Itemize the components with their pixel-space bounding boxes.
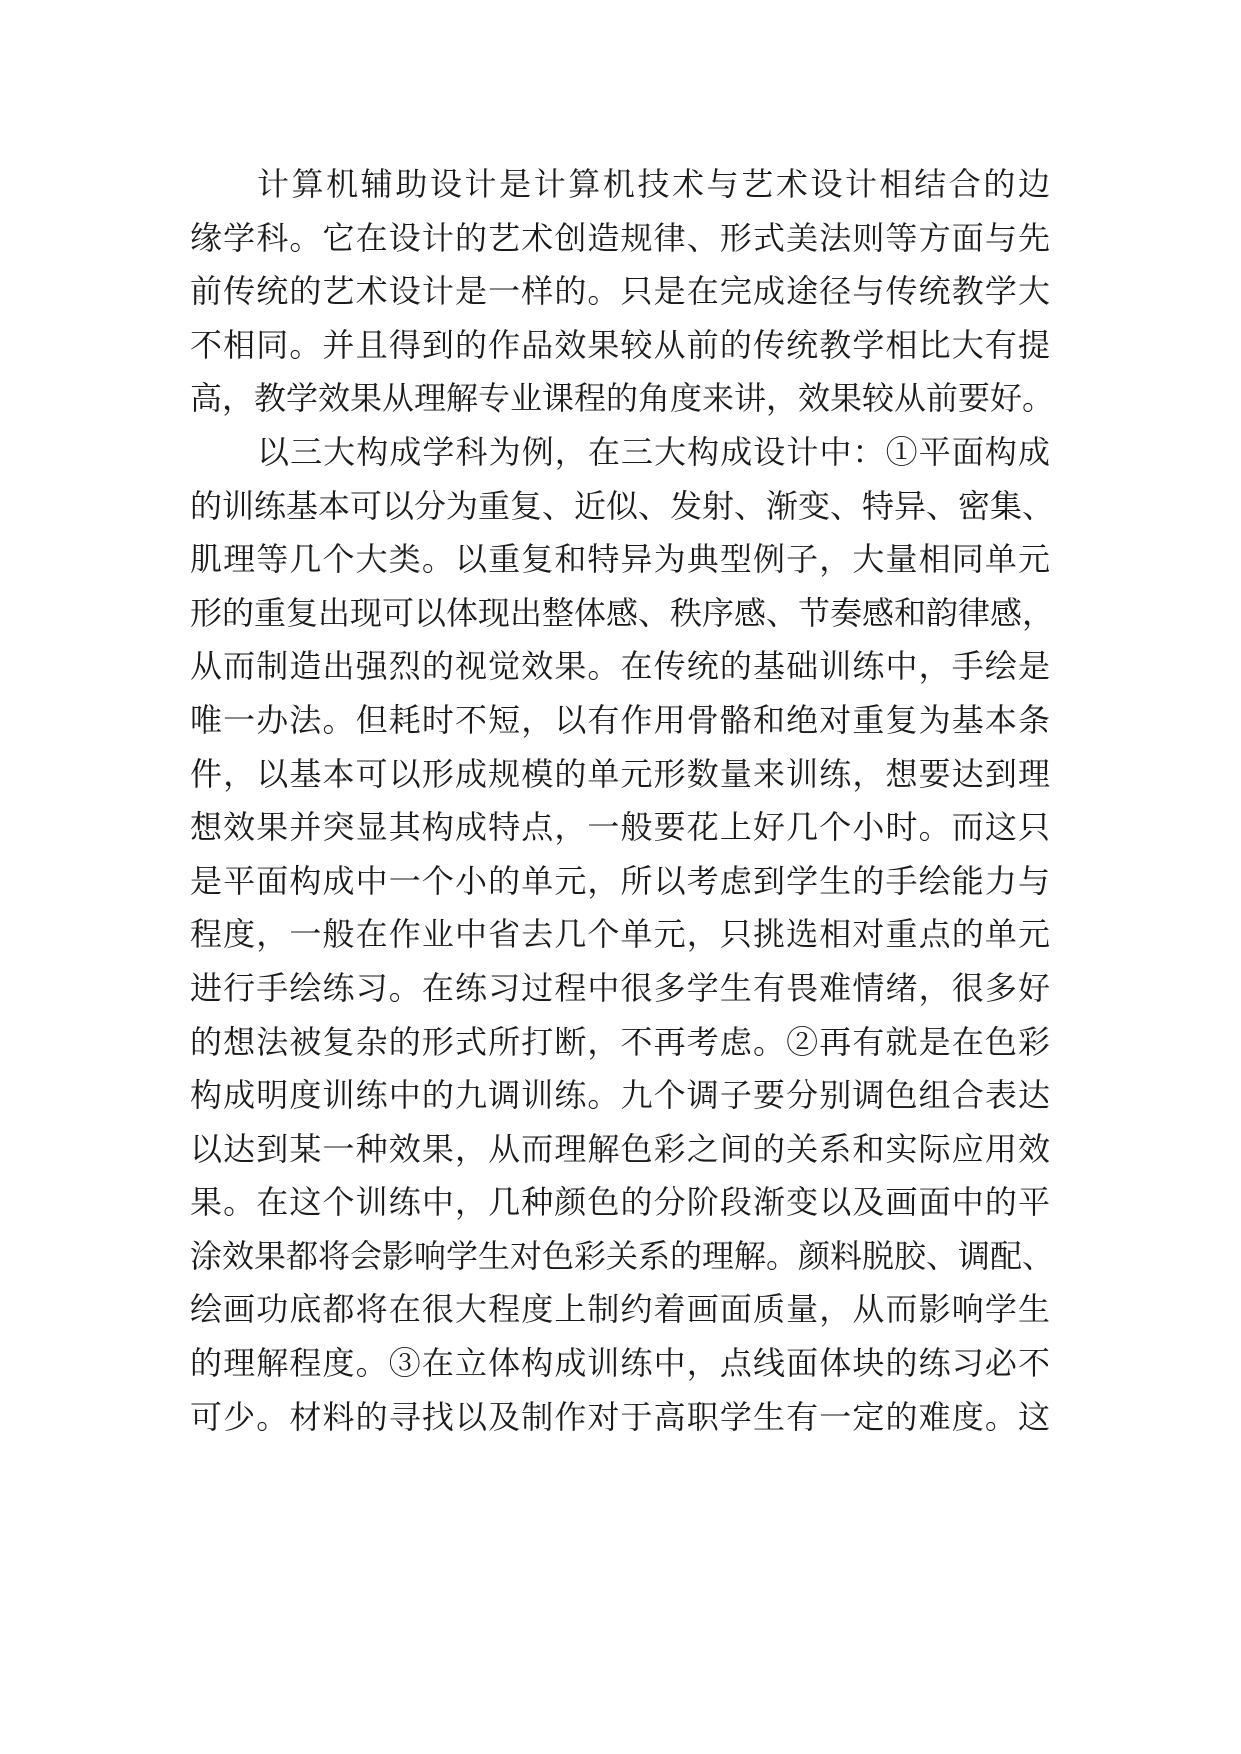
- text-line: 果。在这个训练中，几种颜色的分阶段渐变以及画面中的平: [190, 1183, 1050, 1222]
- text-line: 形的重复出现可以体现出整体感、秩序感、节奏感和韵律感，: [190, 593, 1055, 632]
- text-line: 的理解程度。③在立体构成训练中，点线面体块的练习必不: [190, 1344, 1050, 1383]
- text-line: 高，教学效果从理解专业课程的角度来讲，效果较从前要好。: [190, 379, 1055, 418]
- text-line: 以三大构成学科为例，在三大构成设计中：①平面构成: [257, 432, 1050, 471]
- text-line: 绘画功底都将在很大程度上制约着画面质量，从而影响学生: [190, 1290, 1050, 1329]
- text-line: 肌理等几个大类。以重复和特异为典型例子，大量相同单元: [190, 540, 1050, 579]
- text-line: 涂效果都将会影响学生对色彩关系的理解。颜料脱胶、调配、: [190, 1236, 1055, 1275]
- paragraph-2: [190, 426, 1055, 1444]
- text-line: 从而制造出强烈的视觉效果。在传统的基础训练中，手绘是: [190, 647, 1050, 686]
- text-line: 不相同。并且得到的作品效果较从前的传统教学相比大有提: [190, 325, 1050, 364]
- text-line: 程度，一般在作业中省去几个单元，只挑选相对重点的单元: [190, 915, 1050, 954]
- paragraph-1: [190, 158, 1055, 426]
- body-text: [190, 158, 1055, 1444]
- text-line: 以达到某一种效果，从而理解色彩之间的关系和实际应用效: [190, 1129, 1050, 1168]
- text-line: 前传统的艺术设计是一样的。只是在完成途径与传统教学大: [190, 272, 1050, 311]
- text-line: 进行手绘练习。在练习过程中很多学生有畏难情绪，很多好: [190, 968, 1050, 1007]
- text-line: 缘学科。它在设计的艺术创造规律、形式美法则等方面与先: [190, 218, 1050, 257]
- text-line: 件，以基本可以形成规模的单元形数量来训练，想要达到理: [190, 754, 1050, 793]
- text-line: 计算机辅助设计是计算机技术与艺术设计相结合的边: [257, 165, 1050, 203]
- text-line: 的想法被复杂的形式所打断，不再考虑。②再有就是在色彩: [190, 1022, 1050, 1061]
- text-line: 可少。材料的寻找以及制作对于高职学生有一定的难度。这: [190, 1397, 1050, 1436]
- text-line: 构成明度训练中的九调训练。九个调子要分别调色组合表达: [190, 1076, 1050, 1115]
- text-line: 唯一办法。但耗时不短，以有作用骨骼和绝对重复为基本条: [190, 700, 1050, 739]
- text-line: 是平面构成中一个小的单元，所以考虑到学生的手绘能力与: [190, 861, 1050, 900]
- text-line: 的训练基本可以分为重复、近似、发射、渐变、特异、密集、: [190, 486, 1055, 525]
- text-line: 想效果并突显其构成特点，一般要花上好几个小时。而这只: [190, 808, 1050, 847]
